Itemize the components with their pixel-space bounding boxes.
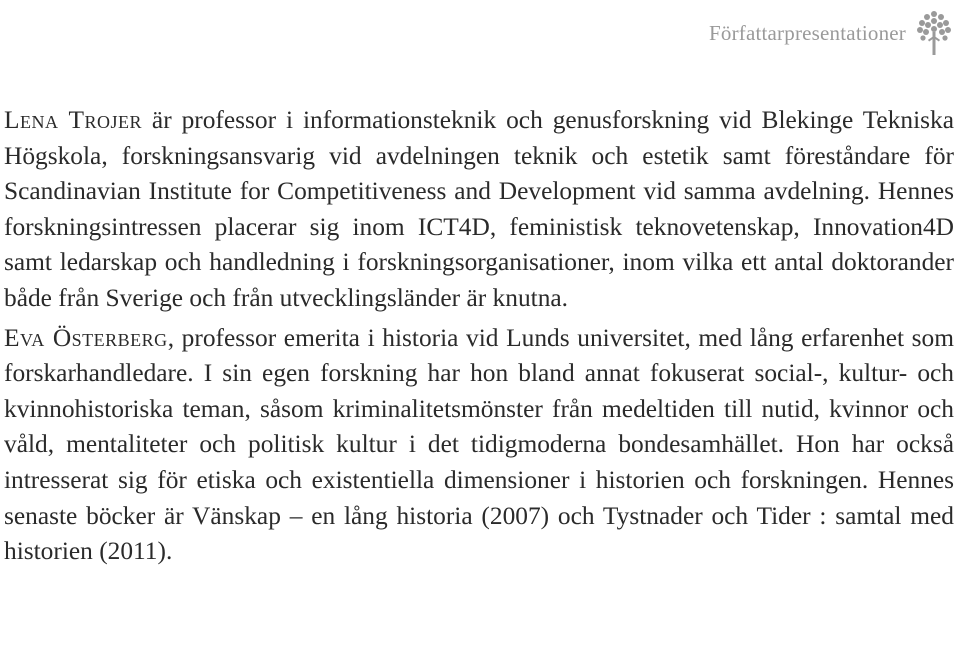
bio-text: , professor emerita i historia vid Lunds universitet, med lång erfarenhet som forskarhandledare. I sin egen forskning har hon bland annat fokuserat social-, kultur- och kvinnohistoriska teman, såsom kriminalitetsmönster från medeltiden till nutid, kvinnor och våld, mentaliteter och politisk kultur i det tidigmoderna bondesamhället. Hon har också intresserat sig för etiska och existentiella dimensioner i historien och forskningen. Hennes senaste böcker är Vänskap – en lång historia (2007) och Tystnader och Tider : samtal med historien (2011). (4, 323, 954, 566)
bio-text: är professor i informationsteknik och genusforskning vid Blekinge Tekniska Högskola, forskningsansvarig vid avdelningen teknik och estetik samt föreståndare för Scandinavian Institute for Competitiveness and Development vid samma avdelning. Hennes forskningsintressen placerar sig inom ICT4D, feministisk teknovetenskap, Innovation4D samt ledarskap och handledning i forskningsorganisationer, inom vilka ett antal doktorander både från Sverige och från utvecklingsländer är knutna. (4, 106, 954, 312)
author-presentations (4, 103, 954, 570)
author-name: Lena Trojer (4, 106, 142, 134)
bio-eva-osterberg (4, 321, 954, 570)
page-header (709, 10, 954, 56)
section-title: Författarpresentationer (708, 20, 906, 45)
author-name: Eva Österberg (4, 323, 168, 352)
bio-lena-trojer (4, 103, 954, 317)
tree-icon (914, 10, 954, 56)
